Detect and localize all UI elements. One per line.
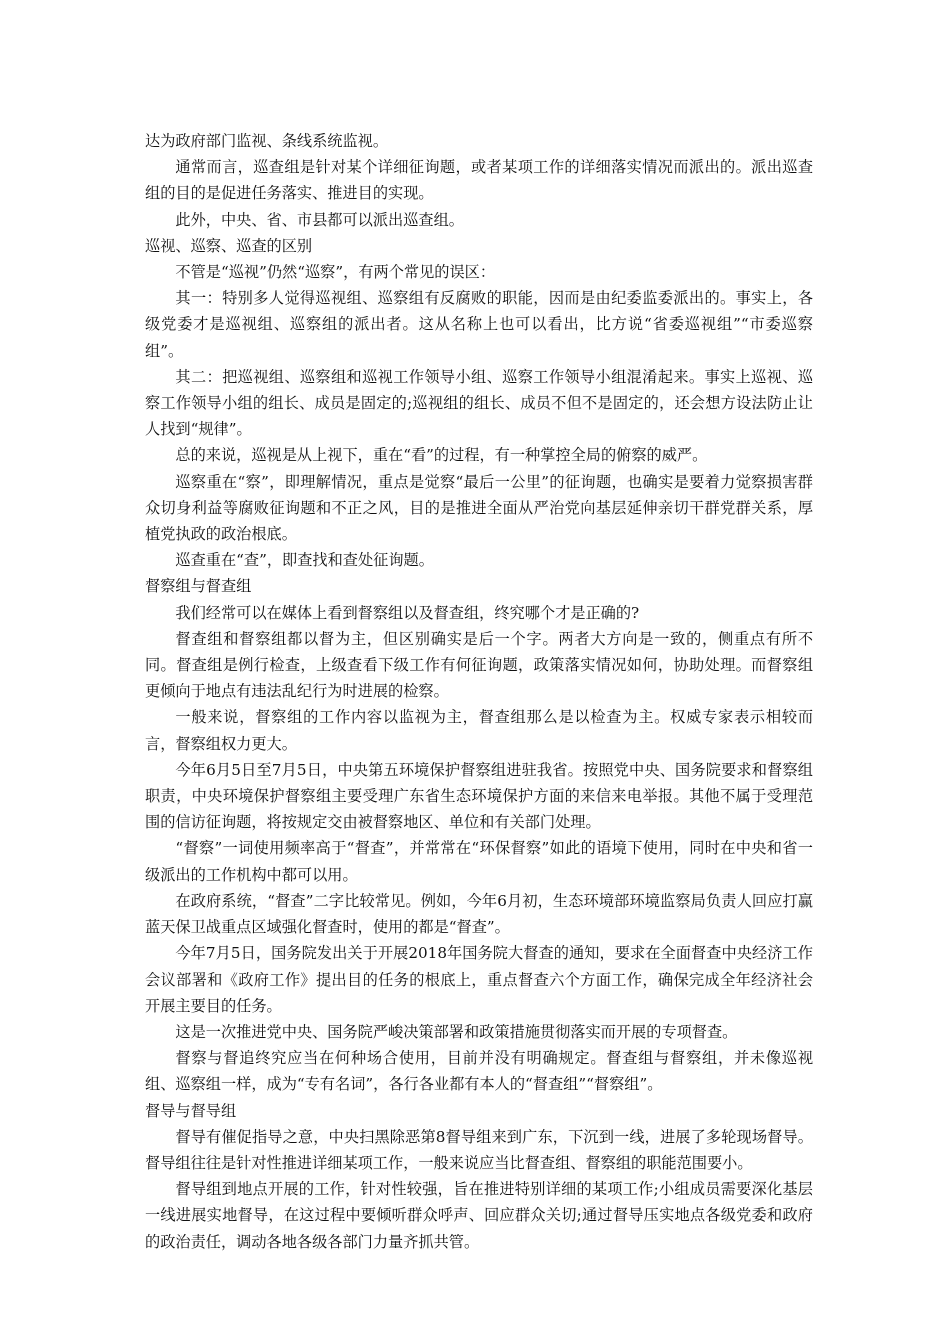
paragraph: 督查组和督察组都以督为主，但区别确实是后一个字。两者大方向是一致的，侧重点有所不同。督查组是例行检查，上级查看下级工作有何征询题，政策落实情况如何，协助处理。而督察组更倾向于地点有违法乱纪行为时进展的检察。	[145, 629, 813, 701]
paragraph: 巡察重在“察”，即理解情况，重点是觉察“最后一公里”的征询题，也确实是要着力觉察损害群众切身利益等腐败征询题和不正之风，目的是推进全面从严治党向基层延伸亲切干群党群关系，厚植党执政的政治根底。	[145, 472, 813, 544]
paragraph: 通常而言，巡查组是针对某个详细征询题，或者某项工作的详细落实情况而派出的。派出巡查组的目的是促进任务落实、推进目的实现。	[145, 158, 813, 203]
paragraph: 督察与督追终究应当在何种场合使用，目前并没有明确规定。督查组与督察组，并未像巡视组、巡察组一样，成为“专有名词”，各行各业都有本人的“督查组”“督察组”。	[145, 1049, 813, 1094]
paragraph: 达为政府部门监视、条线系统监视。	[145, 132, 388, 150]
paragraph: 巡查重在“查”，即查找和查处征询题。	[175, 551, 434, 570]
section-heading: 督察组与督查组	[145, 577, 252, 596]
paragraph: 督导组到地点开展的工作，针对性较强，旨在推进特别详细的某项工作;小组成员需要深化基层一线进展实地督导，在这过程中要倾听群众呼声、回应群众关切;通过督导压实地点各级党委和政府的政治责任，调动各地各级各部门力量齐抓共管。	[145, 1180, 813, 1251]
paragraph: 在政府系统，“督查”二字比较常见。例如，今年6月初，生态环境部环境监察局负责人回应打赢蓝天保卫战重点区域强化督查时，使用的都是“督查”。	[145, 891, 813, 937]
paragraph: 今年6月5日至7月5日，中央第五环境保护督察组进驻我省。按照党中央、国务院要求和督察组职责，中央环境保护督察组主要受理广东省生态环境保护方面的来信来电举报。其他不属于受理范围的信访征询题，将按规定交由被督察地区、单位和有关部门处理。	[145, 760, 813, 832]
paragraph: 一般来说，督察组的工作内容以监视为主，督查组那么是以检查为主。权威专家表示相较而言，督察组权力更大。	[145, 708, 813, 753]
paragraph: 不管是“巡视”仍然“巡察”，有两个常见的误区：	[175, 263, 496, 282]
paragraph: 督导有催促指导之意，中央扫黑除恶第8督导组来到广东，下沉到一线，进展了多轮现场督导。督导组往往是针对性推进详细某项工作，一般来说应当比督查组、督察组的职能范围要小。	[145, 1127, 813, 1172]
paragraph: 其二：把巡视组、巡察组和巡视工作领导小组、巡察工作领导小组混淆起来。事实上巡视、巡察工作领导小组的组长、成员是固定的;巡视组的组长、成员不但不是固定的，还会想方设法防止让人找到“规律”。	[145, 367, 813, 439]
paragraph: 我们经常可以在媒体上看到督察组以及督查组，终究哪个才是正确的?	[175, 603, 640, 622]
paragraph: 此外，中央、省、市县都可以派出巡查组。	[175, 210, 464, 229]
paragraph: 这是一次推进党中央、国务院严峻决策部署和政策措施贯彻落实而开展的专项督查。	[175, 1022, 738, 1041]
section-heading: 巡视、巡察、巡查的区别	[145, 236, 313, 255]
paragraph: 总的来说，巡视是从上视下，重在“看”的过程，有一种掌控全局的俯察的威严。	[175, 446, 708, 465]
paragraph: 今年7月5日，国务院发出关于开展2018年国务院大督查的通知，要求在全面督查中央经济工作会议部署和《政府工作》提出目的任务的根底上，重点督查六个方面工作，确保完成全年经济社会开展主要目的任务。	[145, 944, 813, 1015]
section-heading: 督导与督导组	[145, 1101, 237, 1120]
document-page	[145, 128, 813, 1255]
paragraph: “督察”一词使用频率高于“督查”，并常常在“环保督察”如此的语境下使用，同时在中央和省一级派出的工作机构中都可以用。	[145, 839, 813, 884]
paragraph: 其一：特别多人觉得巡视组、巡察组有反腐败的职能，因而是由纪委监委派出的。事实上，各级党委才是巡视组、巡察组的派出者。这从名称上也可以看出，比方说“省委巡视组”“市委巡察组”。	[145, 289, 813, 360]
